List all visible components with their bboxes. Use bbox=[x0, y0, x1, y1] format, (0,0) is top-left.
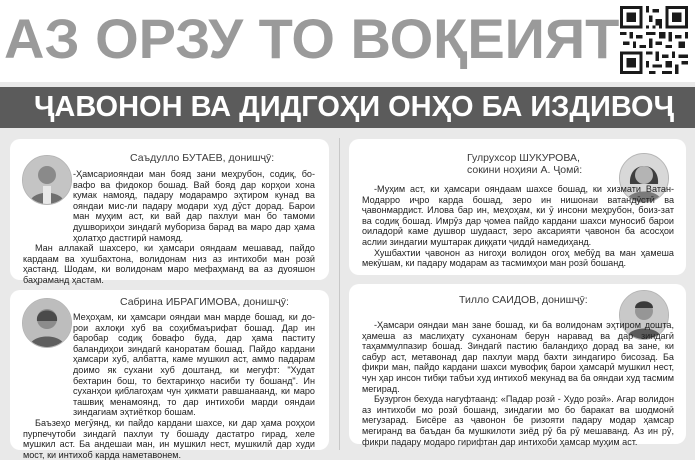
article-panel-butaev bbox=[10, 139, 329, 285]
author-name: Тилло САИДОВ, донишҷӯ: bbox=[459, 294, 588, 306]
article-paragraph: Меҳоҳам, ки ҳамсари ояндаи ман марде бошад, ки до-рои ахлоқи хуб ва соҳибмаърифат бошад. Дар ин баробар содиқ бовафо буда, дар ҳама паститу баландиҳои зиндагӣ каноратам бошад. Пайдо кардани ҳамсари хуб, албатта, каме мушкил аст, аммо падарам доимо як сухани хуб доштанд, ки мегуфт: "Худат бехтарин бош, то бехтаринҳо насиби ту бошанд". Ин суханҳои қиблагоҳам чун ҳикмати равшанаанд, ки маро ташвиқ менамоянд, то дар интихоби марди ояндаи зиндагиам эҳтиёткор бошам. bbox=[73, 312, 315, 418]
author-name: Саъдуллo БУТАЕВ, донишҷӯ: bbox=[130, 152, 275, 164]
banner-title: ҶАВОНОН ВА ДИДГОҲИ ОНҲО БА ИЗДИВОҶ bbox=[34, 91, 674, 123]
column-divider bbox=[339, 138, 340, 450]
article-paragraph: -Муҳим аст, ки ҳамсари ояндаам шахсе бошад, ки хизмати Ватан-Модарро иҷро карда бошад, зеро ин нишонаи ватандӯстӣ ва ҷавонмардист. Илова бар ин, меҳоҳам, ки ӯ инсони меҳрубон, боиз-зат ва содиқ бошад. Имрӯз дар ҷомеа пайдо кардани шахси муносиб барои оиладорӣ каме душвор шудааст, зеро аксарияти ҷавонон ба асосҳои аслии зиндагии муштарак диққати ҷиддӣ намедиҳанд. bbox=[362, 184, 674, 247]
article-panel-saidov bbox=[349, 284, 686, 447]
article-panel-shukurova bbox=[349, 139, 686, 275]
masthead bbox=[0, 0, 695, 82]
article-paragraph: Баъзеҳо мегӯянд, ки пайдо кардани шахсе, ки дар ҳама роҳҳои пурпечутоби зиндагӣ пахлуи ту бошаду дастатро гирад, хеле мушкил аст. Ба андешаи ман, ин мушкил нест, мушкилӣ дар худи мост, ки интихоб карда наметавонем. bbox=[23, 417, 315, 460]
qr-code-icon bbox=[620, 6, 688, 74]
article-text bbox=[362, 320, 674, 447]
article-paragraph: Хушбахтии ҷавонон аз нигоҳи волидон огоҳ мебӯд ва ман ҳамеша мекӯшам, ки падару модарам аз тасмимҳои ман розӣ бошанд. bbox=[362, 247, 674, 269]
article-paragraph: Ман аллакай шахсеро, ки ҳамсари ояндаам мешавад, пайдо кардаам ва хушбахтона, волидонам низ аз интихоби ман розӣ ҳастанд. Шодам, ки волидонам маро мефаҳманд ва аз дуояшон баҳраманд ҳастам. bbox=[23, 243, 315, 285]
newspaper-section-title: АЗ ОРЗУ ТО ВОҚЕИЯТ bbox=[4, 7, 620, 70]
article-paragraph: -Ҳамсари ояндаи ман зане бошад, ки ба волидонам эҳтиром дошта, ҳамеша аз маслиҳату суханонам берун наравад ва дар зиндагӣ таҳаммулпазир бошад. Зиндагӣ пастию баландиҳо дорад ва зане, ки сабур аст, метавонад дар пахлуи мард бахти зиндагиро бисозад. Ба фикри ман, пайдо кардани шахси мувофиқ барои ҳамсарӣ мушкил нест, чун ҳар инсон тибқи табъи худ интихоб мекунад ва ба ояндаи худ тасмим мегирад. bbox=[362, 320, 674, 394]
author-name: Гулрухсор ШУКУРОВА, bbox=[467, 152, 580, 164]
article-text bbox=[362, 184, 674, 269]
article-panel-ibragimova bbox=[10, 290, 329, 460]
article-paragraph: Бузургон бехуда нагуфтаанд: «Падар розӣ - Худо розӣ». Агар волидон аз интихоби мо розӣ бошанд, зиндагии мо бо баракат ва шодмонӣ мегузарад. Бисёре аз ҷавонон бе ризояти падару модар ҳамсар мегиранд ва баъдан ба мушкилоти зиёд рӯ ба рӯ мешаванд. Аз ин рӯ, фикри падару модаро гирифтан дар интихоби ҳамсар муҳим аст. bbox=[362, 394, 674, 447]
article-paragraph: -Ҳамсариояндаи ман бояд зани меҳрубон, содиқ, бо-вафо ва фидокор бошад. Вай бояд дар корҳои хона кумак намояд, падару модарамро эҳтиром кунад ва ояндаи мис-ли падару модари худ дӯст дорад. Барои ман муҳим аст, ки вай дар пахлуи ман бо тамоми душвориҳои зиндагӣ мубориза барад ва маро дар ҳама ҳолатҳо дастгирӣ намояд. bbox=[73, 169, 315, 243]
article-text bbox=[23, 169, 315, 286]
article-text bbox=[23, 312, 315, 460]
author-name: Сабрина ИБРАГИМОВА, донишҷӯ: bbox=[120, 296, 289, 308]
author-subtitle: сокини ноҳияи А. Ҷомӣ: bbox=[467, 164, 583, 176]
section-banner bbox=[0, 87, 695, 128]
